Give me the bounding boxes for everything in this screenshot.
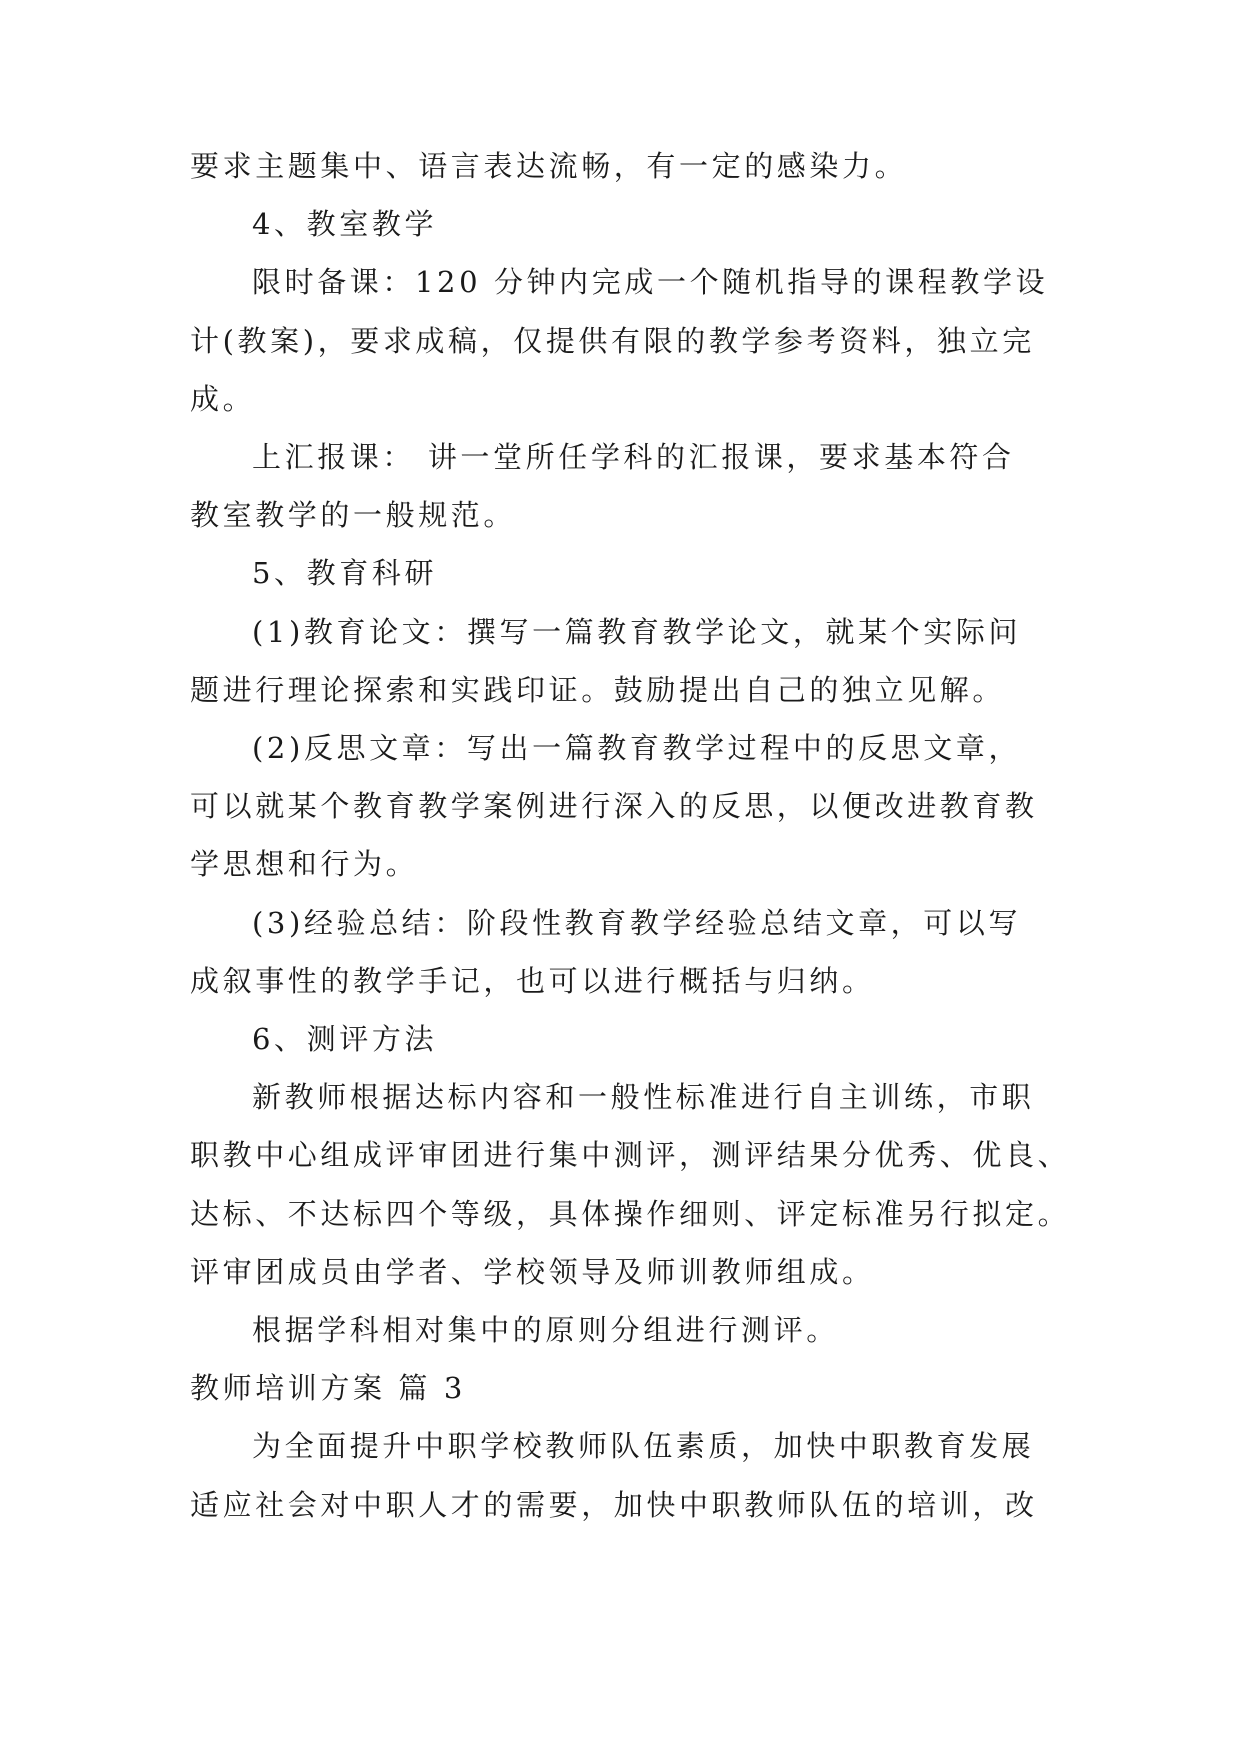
text-line: 计(教案)，要求成稿，仅提供有限的教学参考资料，独立完 [190, 323, 1035, 358]
text-line: 评审团成员由学者、学校领导及师训教师组成。 [190, 1254, 875, 1289]
text-line: 可以就某个教育教学案例进行深入的反思，以便改进教育教 [190, 789, 1038, 824]
text-line: 适应社会对中职人才的需要，加快中职教师队伍的培训，改 [190, 1487, 1038, 1522]
text-line: 教师培训方案 篇 3 [190, 1371, 466, 1406]
text-line: 要求主题集中、语言表达流畅，有一定的感染力。 [190, 149, 908, 183]
text-line: 上汇报课： 讲一堂所任学科的汇报课，要求基本符合 [252, 440, 1015, 474]
text-line: 新教师根据达标内容和一般性标准进行自主训练，市职 [252, 1080, 1035, 1115]
text-line: 根据学科相对集中的原则分组进行测评。 [252, 1313, 839, 1347]
text-line: 6、测评方法 [252, 1022, 438, 1056]
text-line: 4、教室教学 [252, 207, 438, 242]
text-line: (1)教育论文：撰写一篇教育教学论文，就某个实际问 [252, 614, 1022, 649]
text-line: 达标、不达标四个等级，具体操作细则、评定标准另行拟定。 [190, 1196, 1071, 1231]
text-line: 为全面提升中职学校教师队伍素质，加快中职教育发展 [252, 1429, 1035, 1464]
text-line: 限时备课：120 分钟内完成一个随机指导的课程教学设 [252, 265, 1049, 300]
text-line: 职教中心组成评审团进行集中测评，测评结果分优秀、优良、 [190, 1138, 1071, 1173]
text-line: 教室教学的一般规范。 [190, 498, 517, 533]
text-line: 成。 [190, 381, 256, 416]
text-line: 5、教育科研 [252, 556, 438, 591]
text-line: (2)反思文章：写出一篇教育教学过程中的反思文章， [252, 731, 1022, 765]
text-line: 学思想和行为。 [190, 847, 419, 882]
text-line: 题进行理论探索和实践印证。鼓励提出自己的独立见解。 [190, 672, 1006, 707]
text-line: (3)经验总结：阶段性教育教学经验总结文章，可以写 [252, 905, 1022, 940]
text-line: 成叙事性的教学手记，也可以进行概括与归纳。 [190, 963, 875, 998]
